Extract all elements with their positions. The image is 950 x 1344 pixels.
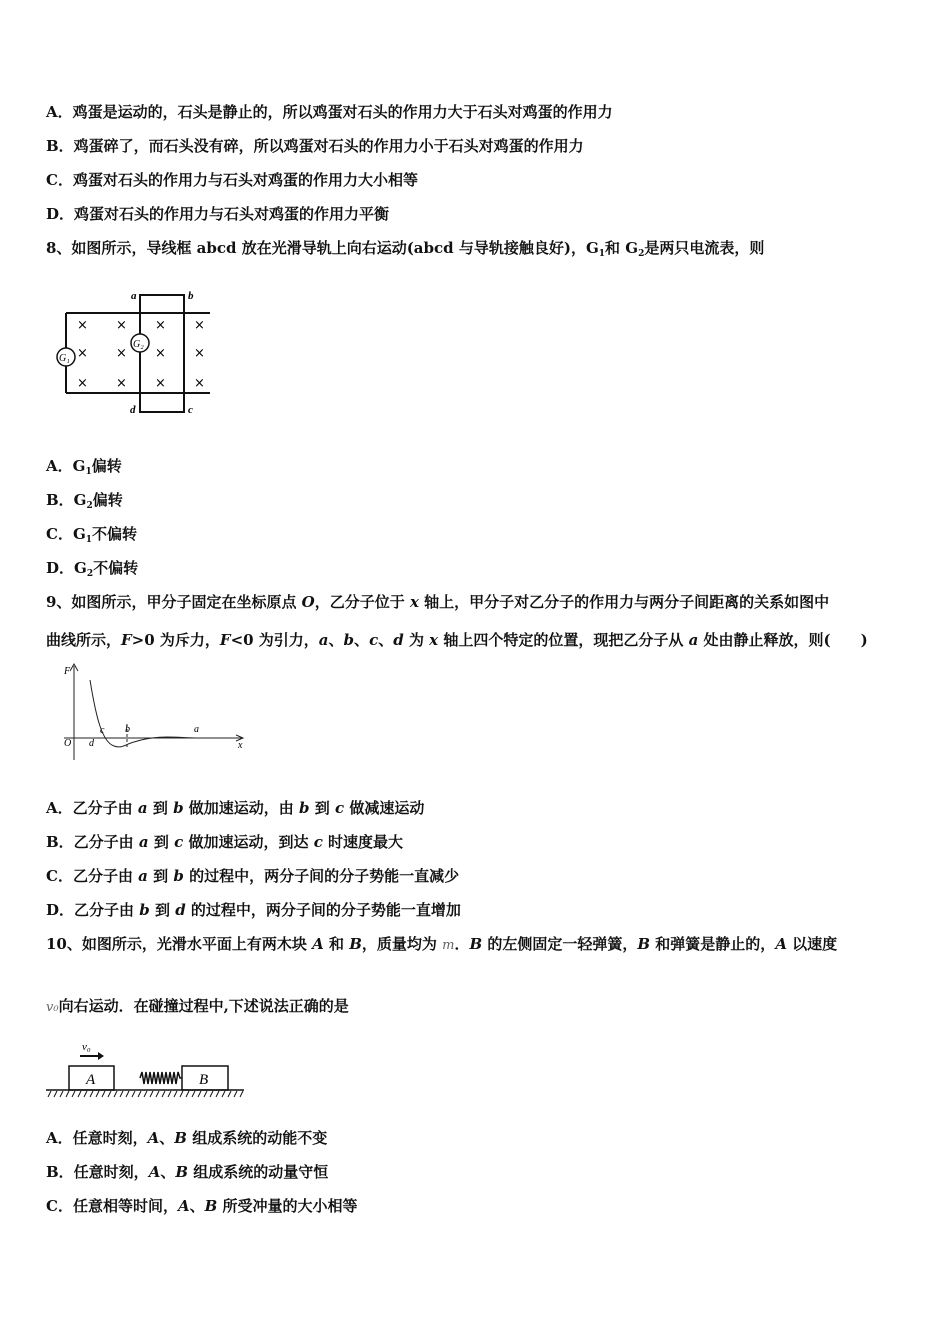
text-segment: 组成系统的动量守恒 — [188, 1163, 329, 1181]
text-segment: A — [312, 935, 324, 953]
text-segment: 的左侧固定一轻弹簧， — [482, 935, 638, 953]
magnetic-field-into-page-mark: × — [194, 376, 205, 391]
text-segment: c — [174, 833, 184, 851]
text-segment: b — [299, 799, 310, 817]
text-segment: 偏转 — [92, 491, 123, 509]
q10-blocks-spring-figure — [44, 1040, 244, 1100]
text-segment: C．乙分子由 — [46, 867, 139, 885]
origin-label: O — [64, 738, 72, 749]
text-segment: A — [775, 935, 787, 953]
text-segment: 、 — [378, 631, 394, 649]
q7-option-d — [46, 204, 389, 224]
text-segment: A — [148, 1163, 161, 1181]
ground-hatch — [60, 1091, 63, 1097]
text-segment: A．鸡蛋是运动的，石头是静止的，所以鸡蛋对石头的作用力大于石头对鸡蛋的作用力 — [46, 103, 613, 121]
text-segment: x — [429, 631, 439, 649]
text-segment: 到 — [309, 799, 335, 817]
text-segment: A．乙分子由 — [46, 799, 138, 817]
q9-option-b — [46, 832, 403, 852]
ground-hatch — [168, 1091, 171, 1097]
text-segment: c — [334, 799, 345, 817]
block-a-label: A — [86, 1072, 96, 1088]
text-segment: ． — [454, 935, 470, 953]
q7-option-a — [46, 102, 613, 122]
text-segment: 到 — [148, 833, 175, 851]
magnetic-field-into-page-mark: × — [77, 318, 88, 333]
text-segment: 1 — [85, 535, 93, 545]
q10-option-c — [46, 1196, 358, 1216]
q9-stem-line1 — [46, 592, 829, 612]
text-segment: 所受冲量的大小相等 — [217, 1197, 358, 1215]
ground-hatch — [138, 1091, 141, 1097]
label-d: d — [130, 404, 136, 416]
ground-hatch — [102, 1091, 105, 1097]
velocity-label: v₀ — [82, 1041, 91, 1053]
text-segment: b — [173, 799, 184, 817]
label-c: c — [188, 404, 193, 416]
text-segment: C．G — [46, 525, 86, 543]
ground-hatch — [186, 1091, 189, 1097]
text-segment: b — [343, 631, 355, 649]
text-segment: 不偏转 — [92, 525, 138, 543]
ground-hatch — [144, 1091, 147, 1097]
ground-hatch — [192, 1091, 195, 1097]
text-segment: 时速度最大 — [322, 833, 404, 851]
text-segment: 到 — [147, 867, 174, 885]
text-segment: 到 — [147, 799, 174, 817]
text-segment: C．鸡蛋对石头的作用力与石头对鸡蛋的作用力大小相等 — [46, 171, 418, 189]
q8-stem — [46, 238, 764, 264]
text-segment: c — [369, 631, 379, 649]
text-segment: d — [175, 901, 186, 919]
text-segment: 做加速运动，由 — [183, 799, 300, 817]
text-segment: 到 — [149, 901, 176, 919]
text-segment: 、 — [160, 1163, 176, 1181]
text-segment: a — [318, 631, 329, 649]
q10-option-a — [46, 1128, 327, 1148]
text-segment: 轴上，甲分子对乙分子的作用力与两分子间距离的关系如图中 — [418, 593, 830, 611]
point-c-label: c — [100, 725, 105, 736]
q7-option-b — [46, 136, 584, 156]
ground-hatch — [72, 1091, 75, 1097]
ground-hatch — [114, 1091, 117, 1097]
text-segment: C．任意相等时间， — [46, 1197, 178, 1215]
text-segment: 组成系统的动能不变 — [186, 1129, 328, 1147]
text-segment: a — [688, 631, 699, 649]
ground-hatch — [150, 1091, 153, 1097]
text-segment: 做加速运动，到达 — [183, 833, 314, 851]
text-segment: a — [138, 867, 148, 885]
text-segment: B — [204, 1197, 218, 1215]
text-segment: B — [469, 935, 483, 953]
magnetic-field-into-page-mark: × — [116, 346, 127, 361]
text-segment: 的过程中，两分子间的分子势能一直增加 — [185, 901, 461, 919]
ground-hatch — [96, 1091, 99, 1097]
ground-hatch — [132, 1091, 135, 1097]
q9-option-a — [46, 798, 424, 818]
text-segment: c — [313, 833, 323, 851]
text-segment: a — [138, 833, 149, 851]
q8-option-d — [46, 558, 138, 584]
ground-hatch — [120, 1091, 123, 1097]
text-segment: 不偏转 — [93, 559, 139, 577]
text-segment: 处由静止释放，则( ) — [698, 631, 868, 649]
g2-label: G₂ — [133, 339, 144, 350]
ground-hatch — [84, 1091, 87, 1097]
text-segment: a — [137, 799, 148, 817]
q10-stem-line1 — [46, 934, 837, 956]
q8-option-c — [46, 524, 137, 550]
text-segment: 向右运动．在碰撞过程中,下述说法正确的是 — [58, 997, 349, 1015]
magnetic-field-into-page-mark: × — [194, 318, 205, 333]
ground-hatch — [228, 1091, 231, 1097]
text-segment: D．G — [46, 559, 87, 577]
q9-option-c — [46, 866, 459, 886]
ground-hatch — [210, 1091, 213, 1097]
ground-hatch — [240, 1091, 243, 1097]
text-segment: B — [175, 1163, 189, 1181]
text-segment: D．鸡蛋对石头的作用力与石头对鸡蛋的作用力平衡 — [46, 205, 390, 223]
text-segment: v₀ — [46, 1000, 59, 1015]
text-segment: 和 — [323, 935, 350, 953]
text-segment: B — [349, 935, 362, 953]
text-segment: 1 — [85, 467, 92, 477]
q8-circuit-figure — [50, 285, 250, 425]
text-segment: 、 — [189, 1197, 205, 1215]
text-segment: 是两只电流表，则 — [644, 239, 765, 257]
ground-hatch — [198, 1091, 201, 1097]
text-segment: 2 — [86, 569, 94, 579]
text-segment: >0 为斥力， — [131, 631, 220, 649]
ground-hatch — [162, 1091, 165, 1097]
text-segment: 2 — [638, 249, 645, 259]
text-segment: B — [637, 935, 651, 953]
text-segment: 和弹簧是静止的， — [650, 935, 776, 953]
ground-hatch — [216, 1091, 219, 1097]
text-segment: 、 — [159, 1129, 175, 1147]
magnetic-field-into-page-mark: × — [155, 376, 166, 391]
text-segment: D．乙分子由 — [46, 901, 140, 919]
q9-stem-line2 — [46, 630, 868, 650]
ground-hatch — [204, 1091, 207, 1097]
q8-option-b — [46, 490, 123, 516]
q10-option-b — [46, 1162, 328, 1182]
g1-label: G₁ — [59, 353, 70, 364]
magnetic-field-into-page-mark: × — [155, 346, 166, 361]
text-segment: A．任意时刻， — [46, 1129, 148, 1147]
ground-hatch — [78, 1091, 81, 1097]
q7-option-c — [46, 170, 418, 190]
text-segment: 和 G — [605, 239, 639, 257]
text-segment: 轴上四个特定的位置，现把乙分子从 — [438, 631, 689, 649]
text-segment: A．G — [46, 457, 86, 475]
ground-hatch — [126, 1091, 129, 1097]
text-segment: d — [393, 631, 404, 649]
text-segment: m — [442, 938, 455, 953]
block-b-label: B — [199, 1072, 209, 1088]
text-segment: b — [139, 901, 150, 919]
text-segment: 的过程中，两分子间的分子势能一直减少 — [183, 867, 460, 885]
text-segment: x — [409, 593, 419, 611]
text-segment: 以速度 — [786, 935, 838, 953]
ground-hatch — [174, 1091, 177, 1097]
text-segment: ，质量均为 — [361, 935, 443, 953]
text-segment: B．任意时刻， — [46, 1163, 149, 1181]
q9-option-d — [46, 900, 461, 920]
text-segment: 曲线所示， — [46, 631, 122, 649]
ground-hatch — [156, 1091, 159, 1097]
text-segment: B．乙分子由 — [46, 833, 139, 851]
text-segment: 9、如图所示，甲分子固定在坐标原点 — [46, 593, 302, 611]
axis-x-label: x — [238, 740, 243, 751]
magnetic-field-into-page-mark: × — [77, 376, 88, 391]
label-a: a — [131, 290, 137, 302]
text-segment: B — [174, 1129, 187, 1147]
ground-hatch — [48, 1091, 51, 1097]
text-segment: 为 — [403, 631, 430, 649]
text-segment: A — [177, 1197, 190, 1215]
text-segment: 1 — [598, 249, 606, 259]
ground-hatch — [234, 1091, 237, 1097]
text-segment: 2 — [86, 501, 93, 511]
q10-stem-line2 — [46, 996, 349, 1018]
text-segment: F — [121, 631, 132, 649]
text-segment: 8、如图所示，导线框 abcd 放在光滑导轨上向右运动(abcd 与导轨接触良好)，G — [46, 239, 599, 257]
label-b: b — [188, 290, 194, 302]
text-segment: b — [173, 867, 184, 885]
text-segment: 10、如图所示，光滑水平面上有两木块 — [46, 935, 313, 953]
text-segment: A — [147, 1129, 160, 1147]
q8-option-a — [46, 456, 122, 482]
magnetic-field-into-page-mark: × — [116, 376, 127, 391]
text-segment: <0 为引力， — [230, 631, 319, 649]
q9-force-curve-figure — [58, 662, 258, 762]
ground-hatch — [54, 1091, 57, 1097]
magnetic-field-into-page-mark: × — [194, 346, 205, 361]
text-segment: 偏转 — [91, 457, 122, 475]
text-segment: O — [301, 593, 315, 611]
text-segment: 、 — [354, 631, 370, 649]
ground-hatch — [90, 1091, 93, 1097]
axis-f-label: F — [64, 666, 71, 677]
text-segment: F — [219, 631, 231, 649]
text-segment: B．鸡蛋碎了，而石头没有碎，所以鸡蛋对石头的作用力小于石头对鸡蛋的作用力 — [46, 137, 584, 155]
text-segment: 做减速运动 — [344, 799, 425, 817]
ground-hatch — [66, 1091, 69, 1097]
ground-hatch — [108, 1091, 111, 1097]
ground-hatch — [180, 1091, 183, 1097]
magnetic-field-into-page-mark: × — [155, 318, 166, 333]
text-segment: B．G — [46, 491, 87, 509]
magnetic-field-into-page-mark: × — [77, 346, 88, 361]
point-d-label: d — [89, 738, 94, 749]
point-b-label: b — [125, 724, 130, 735]
ground-hatch — [222, 1091, 225, 1097]
text-segment: 、 — [328, 631, 344, 649]
magnetic-field-into-page-mark: × — [116, 318, 127, 333]
text-segment: ，乙分子位于 — [314, 593, 410, 611]
point-a-label: a — [194, 724, 199, 735]
